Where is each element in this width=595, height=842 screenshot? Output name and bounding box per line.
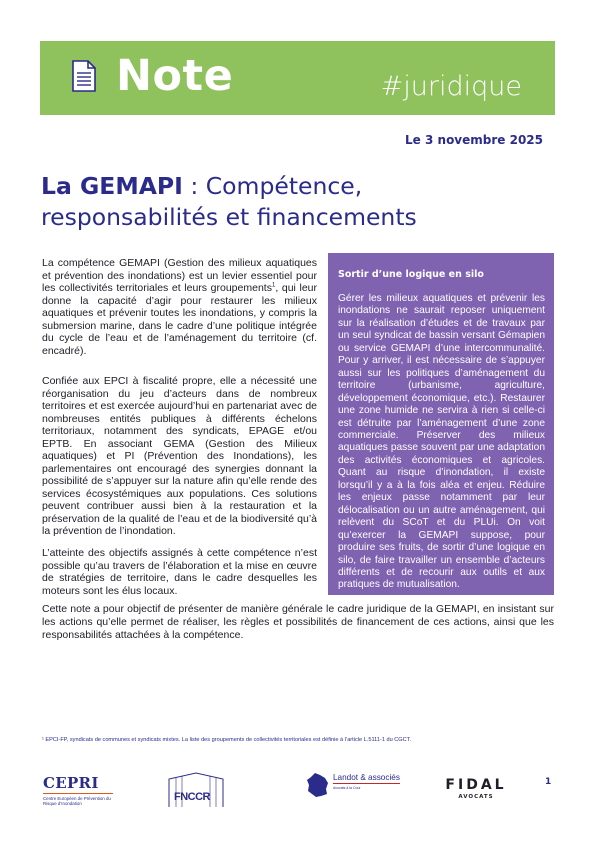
france-map-icon: [306, 772, 330, 798]
fnccr-name: FNCCR: [174, 791, 210, 803]
paragraph-epci: Confiée aux EPCI à fiscalité propre, elle a nécessité une réorganisation du jeu d’acteurs dans de nombreux territoires et est exercée aujourd’hui en partenariat avec de nombreuses entités publiques à différents échelons territoriaux, notamment des syndicats, EPAGE et/ou EPTB. En associant GEMA (Gestion des Milieux aquatiques) et PI (Prévention des Inondations), les parlementaires ont encouragé des synergies donnant la possibilité de s’appuyer sur la nature afin qu’elle rende des services écosystémiques aux populations. Ces solutions peuvent contribuer aussi bien à la restauration et la préservation de la qualité de l’eau et de la biodiversité qu’à la prévention de l’inondation.: [42, 375, 317, 537]
fidal-subtitle: AVOCATS: [458, 794, 494, 800]
box-text: Gérer les milieux aquatiques et prévenir les inondations ne saurait reposer uniquement sur la réalisation d’études et de travaux par un seul syndicat de bassin versant Gémapien ou service GEMAPI d’une intercommunalité. Pour y arriver, il est nécessaire de s’appuyer aussi sur les politiques d’aménagement du territoire (urbanisme, agriculture, développement économique, etc.). Restaurer une zone humide ne servira à rien si celle-ci est détruite par l’aménagement d’une zone commerciale. Préserver des milieux aquatiques passe souvent par une adaptation des activités économiques et agricoles. Quant au risque d’inondation, il existe lorsqu’il y a à la fois aléa et enjeu. Réduire les enjeux passe notamment par leur délocalisation ou un autre aménagement, qui relèvent du SCoT et du PLUi. On voit qu’exercer la GEMAPI suppose, pour produire ses fruits, de sortir d’une logique en silo, de faire travailler un ensemble d’acteurs différents et de recourir aux outils et aux pratiques de mutualisation.: [338, 293, 545, 591]
landot-subtitle: Avocats à la Cour: [333, 786, 361, 790]
sidebar-box: [328, 253, 554, 595]
title-bold-part: La GEMAPI: [41, 172, 183, 200]
publication-date: Le 3 novembre 2025: [405, 133, 543, 147]
box-title: Sortir d’une logique en silo: [338, 269, 484, 280]
document-icon: [71, 60, 97, 92]
fidal-name: FIDAL: [445, 777, 507, 793]
intro-paragraph: [42, 257, 317, 357]
page-number: 1: [545, 777, 552, 787]
fnccr-emblem-icon: [166, 771, 226, 809]
cepri-subtitle: Centre Européen de Prévention du Risque d’Inondation: [43, 796, 111, 806]
fnccr-logo: [166, 771, 226, 809]
intro-text-b: , qui leur donne la capacité d’agir pour restaurer les milieux aquatiques et prévenir toutes les inondations, y compris la submersion marine, dans le cadre d’une politique intégrée du cycle de l’eau et de l’aménagement du territoire (cf. encadré).: [42, 282, 317, 357]
header-band: [40, 41, 555, 115]
title-line1-rest: : Compétence,: [182, 172, 363, 200]
category-tag: #juridique: [380, 71, 522, 102]
cepri-name: CEPRI: [43, 774, 113, 794]
paragraph-purpose: Cette note a pour objectif de présenter de manière générale le cadre juridique de la GEMAPI, en insistant sur les actions qu’elle permet de réaliser, les règles et possibilités de financement de ces actions, ainsi que les responsabilités attachées à la compétence.: [42, 603, 554, 641]
fidal-logo: [441, 777, 511, 800]
document-title: [41, 171, 521, 233]
paragraph-objectives: L’atteinte des objectifs assignés à cette compétence n’est possible qu’au travers de l’élaboration et la mise en œuvre de stratégies de territoire, dans le cadre desquelles les moteurs sont les élus locaux.: [42, 547, 317, 597]
note-title: Note: [116, 51, 234, 101]
landot-logo: [306, 768, 426, 808]
cepri-logo: [43, 774, 113, 806]
footnote-ref: 1: [271, 282, 276, 289]
partner-logos: [0, 765, 595, 810]
intro-text-a: La compétence GEMAPI (Gestion des milieux aquatiques et prévention des inondations) est un levier essentiel pour les collectivités territoriales et leurs groupements: [42, 257, 317, 294]
footnote: ¹ EPCI-FP, syndicats de communes et syndicats mixtes. La liste des groupements de collectivités territoriales est définie à l’article L.5111-1 du CGCT.: [42, 737, 412, 743]
title-line2: responsabilités et financements: [41, 203, 417, 231]
landot-name: Landot & associés: [333, 773, 400, 782]
